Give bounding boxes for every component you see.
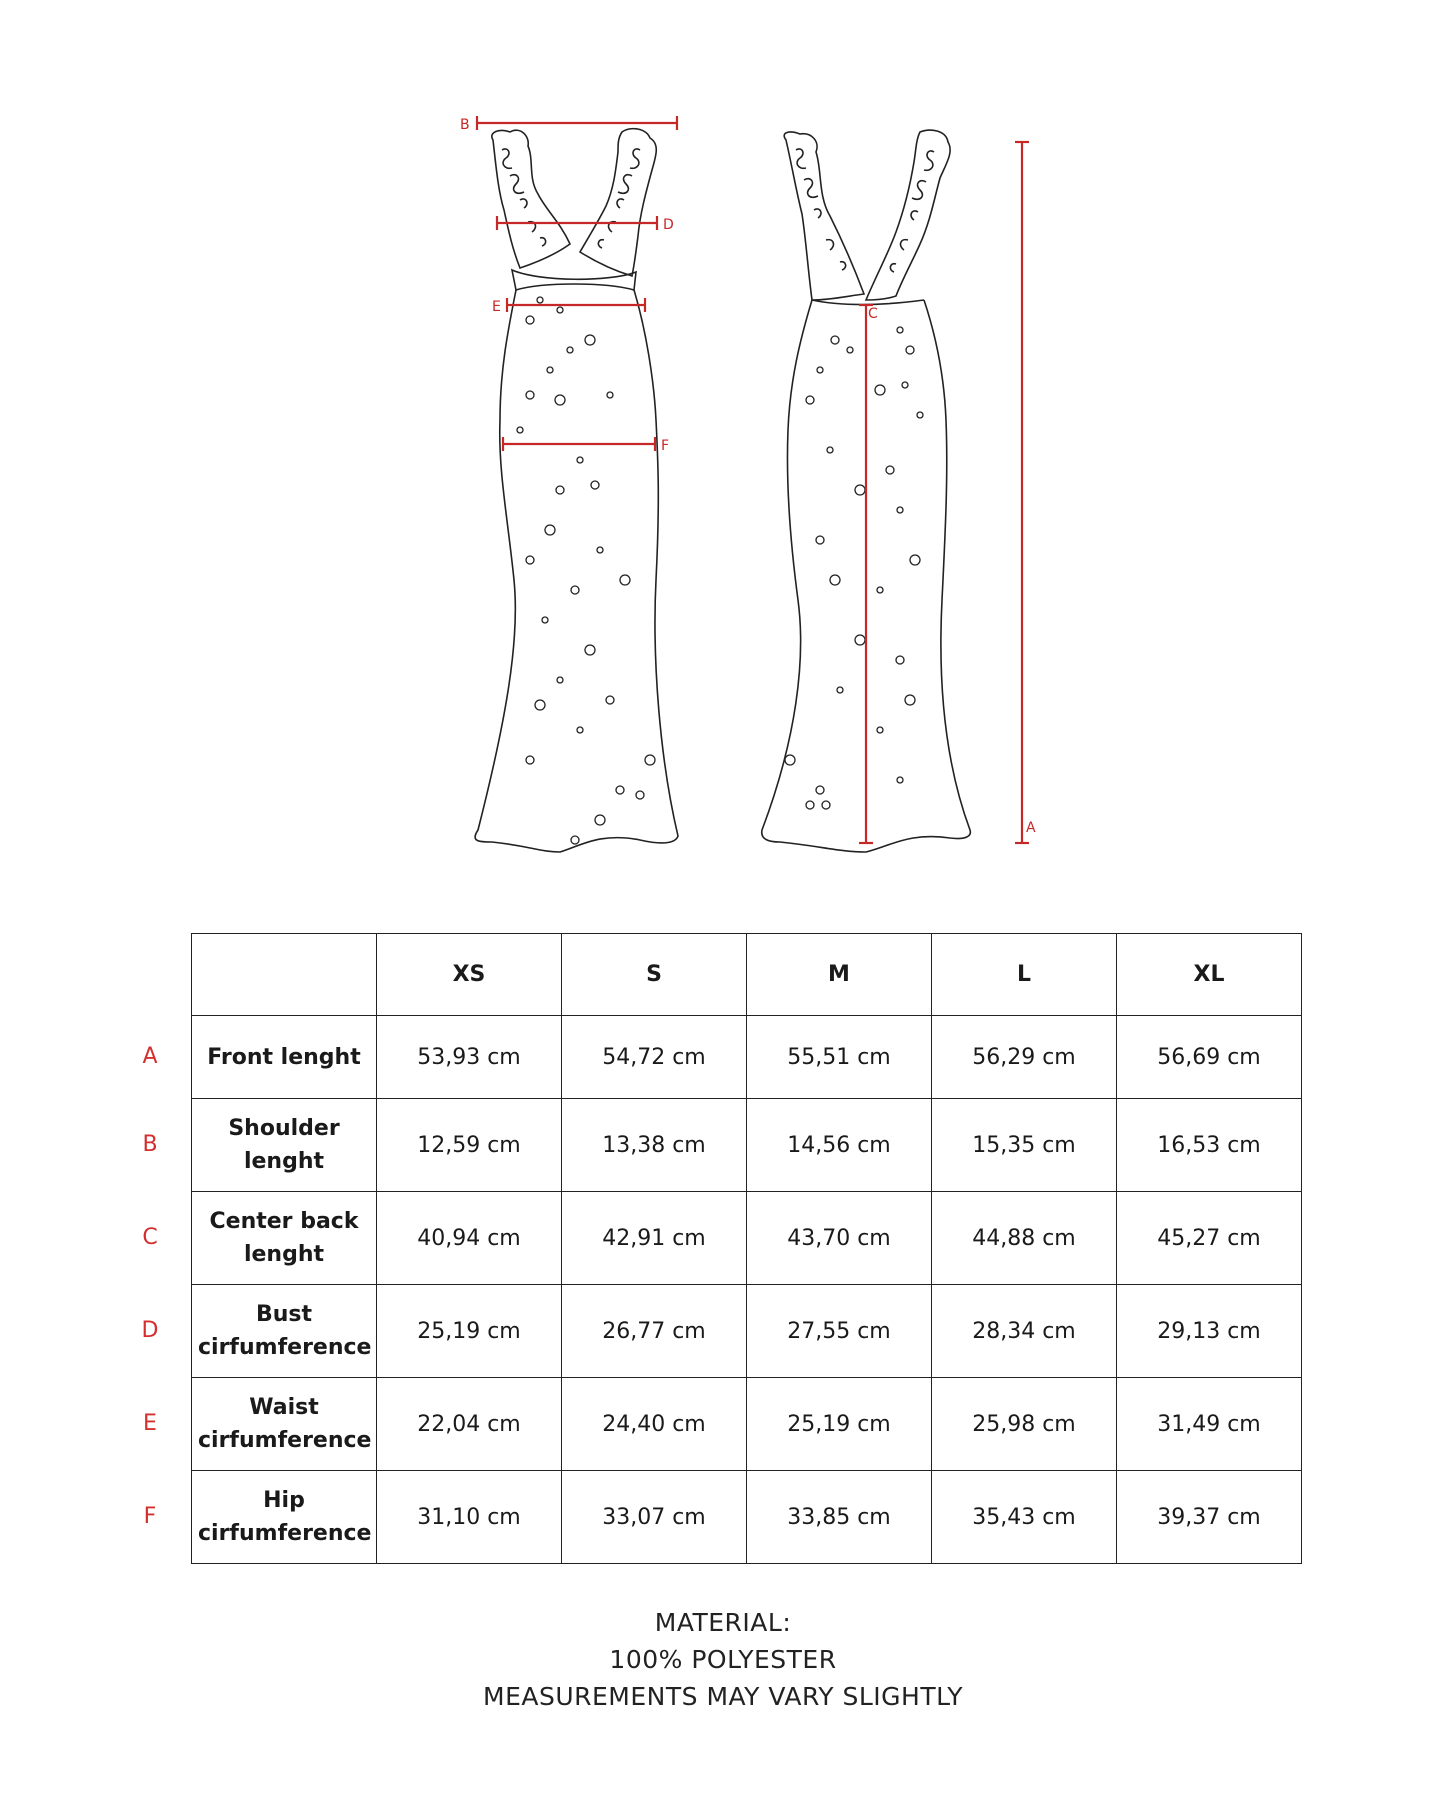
row-letter: B [142, 1132, 158, 1157]
measurement-value: 31,10 cm [377, 1471, 562, 1564]
measurement-value: 27,55 cm [747, 1285, 932, 1378]
measurement-value: 35,43 cm [932, 1471, 1117, 1564]
material-composition: 100% POLYESTER [609, 1645, 837, 1674]
marker-c: C [868, 306, 878, 322]
measurement-value: 42,91 cm [562, 1192, 747, 1285]
measurement-value: 12,59 cm [377, 1099, 562, 1192]
measurement-name: Hip cirfumference [192, 1471, 377, 1564]
table-row [192, 1378, 1302, 1471]
table-row [192, 1285, 1302, 1378]
measurement-name: Shoulder lenght [192, 1099, 377, 1192]
measurement-value: 16,53 cm [1117, 1099, 1302, 1192]
row-letter: E [143, 1411, 157, 1436]
measurement-value: 15,35 cm [932, 1099, 1117, 1192]
measurement-value: 25,19 cm [377, 1285, 562, 1378]
marker-e: E [492, 299, 501, 315]
measurement-value: 29,13 cm [1117, 1285, 1302, 1378]
marker-b: B [460, 117, 470, 133]
measurement-value: 24,40 cm [562, 1378, 747, 1471]
measurement-value: 25,19 cm [747, 1378, 932, 1471]
measurement-value: 28,34 cm [932, 1285, 1117, 1378]
size-header: S [562, 934, 747, 1016]
measurement-value: 54,72 cm [562, 1016, 747, 1099]
measurement-value: 26,77 cm [562, 1285, 747, 1378]
measurement-value: 13,38 cm [562, 1099, 747, 1192]
size-header: XS [377, 934, 562, 1016]
size-header: XL [1117, 934, 1302, 1016]
front-dress-drawing [475, 129, 678, 852]
dress-measurement-sketch [0, 0, 1446, 900]
row-letter: A [142, 1044, 158, 1069]
measurement-value: 33,07 cm [562, 1471, 747, 1564]
table-row [192, 1192, 1302, 1285]
measurement-value: 55,51 cm [747, 1016, 932, 1099]
corner-cell [192, 934, 377, 1016]
measurement-disclaimer: MEASUREMENTS MAY VARY SLIGHTLY [483, 1682, 963, 1711]
measurement-name: Bust cirfumference [192, 1285, 377, 1378]
measurement-value: 45,27 cm [1117, 1192, 1302, 1285]
row-letter: D [141, 1318, 159, 1343]
measurement-name: Center back lenght [192, 1192, 377, 1285]
row-letter: F [143, 1504, 157, 1529]
table-row [192, 1099, 1302, 1192]
row-letter: C [142, 1225, 158, 1250]
size-header: M [747, 934, 932, 1016]
material-label: MATERIAL: [654, 1608, 792, 1637]
table-row [192, 1471, 1302, 1564]
measurement-value: 56,69 cm [1117, 1016, 1302, 1099]
measurement-value: 43,70 cm [747, 1192, 932, 1285]
marker-d: D [663, 217, 674, 233]
measurement-value: 22,04 cm [377, 1378, 562, 1471]
measurement-value: 25,98 cm [932, 1378, 1117, 1471]
measurement-value: 14,56 cm [747, 1099, 932, 1192]
size-header: L [932, 934, 1117, 1016]
measurement-labels [460, 117, 1036, 836]
table-header-row [192, 934, 1302, 1016]
marker-f: F [661, 438, 670, 454]
measurement-value: 56,29 cm [932, 1016, 1117, 1099]
measurement-value: 31,49 cm [1117, 1378, 1302, 1471]
table-row [192, 1016, 1302, 1099]
size-chart-table [191, 933, 1302, 1564]
measurement-name: Waist cirfumference [192, 1378, 377, 1471]
measurement-value: 40,94 cm [377, 1192, 562, 1285]
measurement-value: 44,88 cm [932, 1192, 1117, 1285]
marker-a: A [1026, 820, 1036, 836]
measurement-value: 53,93 cm [377, 1016, 562, 1099]
measurement-value: 33,85 cm [747, 1471, 932, 1564]
measurement-value: 39,37 cm [1117, 1471, 1302, 1564]
measurement-name: Front lenght [192, 1016, 377, 1099]
